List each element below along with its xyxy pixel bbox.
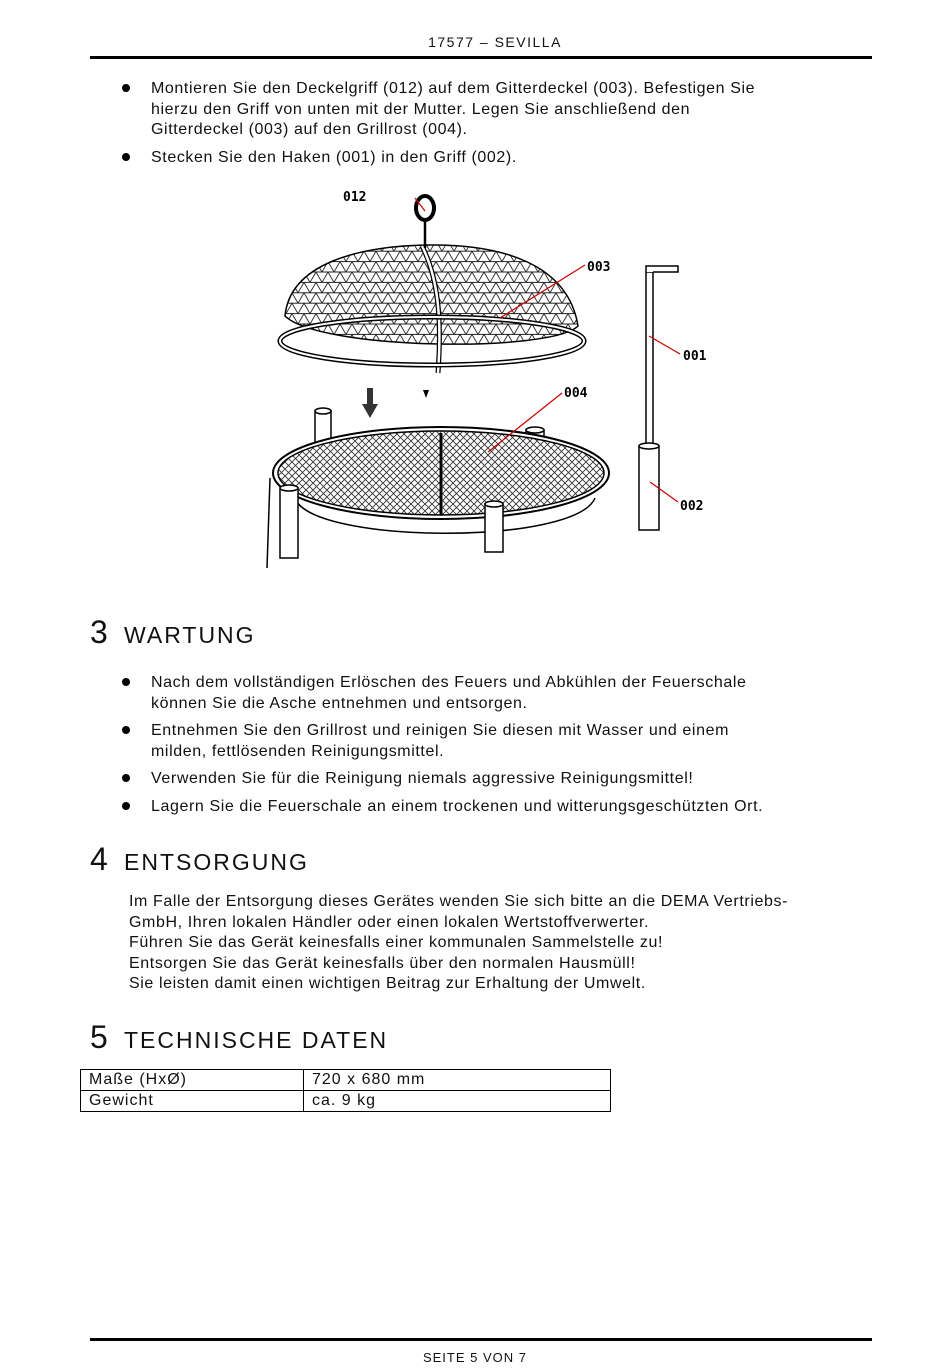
bullet-icon [122,774,130,782]
bullet-icon [122,84,130,92]
section-title: WARTUNG [124,622,256,648]
table-row [81,1091,611,1112]
callout-label-012: 012 [343,190,367,205]
maintenance-bullet-1: Nach dem vollständigen Erlöschen des Feuers und Abkühlen der Feuerschale können Sie die Asche entnehmen und entsorgen. [120,673,860,714]
section-number: 5 [90,1019,108,1055]
table-row [81,1070,611,1091]
spec-label: Gewicht [81,1091,304,1112]
section-title: TECHNISCHE DATEN [124,1027,389,1053]
disposal-paragraph: Im Falle der Entsorgung dieses Gerätes wenden Sie sich bitte an die DEMA Vertriebs- GmbH, Ihren lokalen Händler oder einen lokalen Wertstoffverwerter. Führen Sie das Gerät keinesfalls einer kommunalen Sammelstelle zu! Entsorgen Sie das Gerät keinesfalls über den normalen Hausmüll! Sie leisten damit einen wichtigen Beitrag zur Erhaltung der Umwelt. [129,893,788,992]
section-number: 4 [90,841,108,877]
callout-label-001: 001 [683,349,707,364]
document-header-title: 17577 – SEVILLA [428,34,562,50]
maintenance-bullet-4: Lagern Sie die Feuerschale an einem trockenen und witterungsgeschützten Ort. [120,797,860,818]
section-number: 3 [90,614,108,650]
technical-data-table [80,1069,611,1112]
lid-handle-ring [416,196,434,248]
maintenance-bullet-3: Verwenden Sie für die Reinigung niemals aggressive Reinigungsmittel! [120,769,860,790]
bullet-icon [122,153,130,161]
maintenance-list [120,673,860,817]
section-heading-maintenance [90,614,256,651]
assembly-bullet-2: Stecken Sie den Haken (001) in den Griff (002). [120,148,860,169]
assembly-bullet-1: Montieren Sie den Deckelgriff (012) auf dem Gitterdeckel (003). Befestigen Sie hierzu den Griff von unten mit der Mutter. Legen Sie anschließend den Gitterdeckel (003) auf den Grillrost (004). [120,79,860,141]
callout-label-004: 004 [564,386,588,401]
section-heading-disposal [90,841,309,878]
down-arrow-icon [362,388,378,418]
footer-rule [90,1338,872,1341]
mesh-lid [280,245,584,398]
spec-label: Maße (HxØ) [81,1070,304,1091]
maintenance-bullet-2: Entnehmen Sie den Grillrost und reinigen Sie diesen mit Wasser und einem milden, fettlösenden Reinigungsmittel. [120,721,860,762]
spec-value: ca. 9 kg [304,1091,611,1112]
section-title: ENTSORGUNG [124,849,309,875]
fire-bowl-with-grate [267,408,609,568]
callout-label-002: 002 [680,499,704,514]
header-rule [90,56,872,59]
spec-value: 720 x 680 mm [304,1070,611,1091]
bullet-icon [122,678,130,686]
page-number: SEITE 5 VON 7 [422,1350,528,1365]
section-heading-specs [90,1019,388,1056]
bullet-icon [122,726,130,734]
assembly-diagram [250,168,740,570]
callout-label-003: 003 [587,260,611,275]
bullet-icon [122,802,130,810]
assembly-instructions-list [120,79,860,168]
poker-hook [646,266,678,456]
